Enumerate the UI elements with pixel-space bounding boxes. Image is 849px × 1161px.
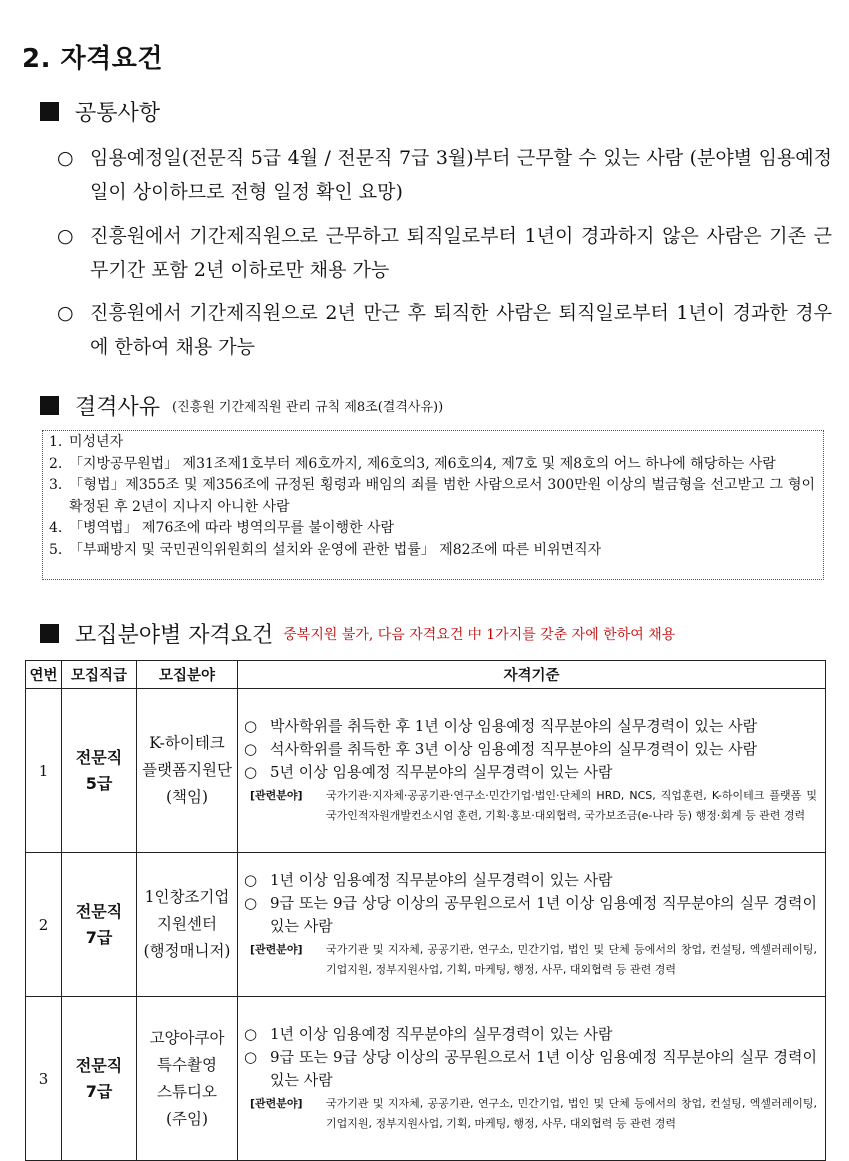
disq-item-text: 「부패방지 및 국민권익위원회의 설치와 운영에 관한 법률」 제82조에 따른 비위면직자 bbox=[69, 541, 602, 558]
criteria-text: 박사학위를 취득한 후 1년 이상 임용예정 직무분야의 실무경력이 있는 사람 bbox=[270, 717, 758, 735]
table-row bbox=[26, 689, 826, 853]
disq-section-title bbox=[40, 390, 443, 421]
disq-note: (진흥원 기간제직원 관리 규칙 제8조(결격사유)) bbox=[172, 400, 444, 415]
common-title: 공통사항 bbox=[75, 101, 161, 126]
disq-item-num: 2. bbox=[49, 455, 63, 472]
criteria-item bbox=[244, 715, 817, 738]
row-criteria bbox=[238, 853, 826, 997]
qual-title: 모집분야별 자격요건 bbox=[75, 623, 274, 648]
table-header-row bbox=[26, 661, 826, 689]
row-field bbox=[137, 689, 238, 853]
related-text: 국가기관·지자체·공공기관·연구소·민간기업·법인·단체의 HRD, NCS, 직업훈련, K-하이테크 플랫폼 및 국가인적자원개발컨소시엄 훈련, 기획·홍보·대외협력, 국가보조금(e-나라 등) 행정·회계 등 관련 경력 bbox=[326, 789, 817, 822]
field-line: (행정매니저) bbox=[143, 942, 231, 960]
table-row bbox=[26, 997, 826, 1161]
section-heading: 2. 자격요건 bbox=[22, 44, 163, 74]
common-item-text: 진흥원에서 기간제직원으로 2년 만근 후 퇴직한 사람은 퇴직일로부터 1년이 경과한 경우에 한하여 채용 가능 bbox=[90, 302, 832, 358]
criteria-text: 9급 또는 9급 상당 이상의 공무원으로서 1년 이상 임용예정 직무분야의 실무 경력이 있는 사람 bbox=[270, 1048, 817, 1089]
header-no: 연번 bbox=[26, 661, 62, 689]
row-grade bbox=[62, 997, 137, 1161]
criteria-item bbox=[244, 1023, 817, 1046]
related-field bbox=[244, 1094, 817, 1134]
criteria-text: 9급 또는 9급 상당 이상의 공무원으로서 1년 이상 임용예정 직무분야의 실무 경력이 있는 사람 bbox=[270, 894, 817, 935]
disq-item-num: 3. bbox=[49, 477, 63, 493]
grade-line: 7급 bbox=[85, 1081, 113, 1101]
common-section-title bbox=[40, 96, 160, 127]
disq-item bbox=[49, 540, 815, 562]
circle-bullet-icon: ○ bbox=[244, 871, 258, 889]
black-square-icon bbox=[40, 396, 59, 415]
common-item-text: 임용예정일(전문직 5급 4월 / 전문직 7급 3월)부터 근무할 수 있는 사람 (분야별 임용예정일이 상이하므로 전형 일정 확인 요망) bbox=[90, 147, 832, 203]
criteria-item bbox=[244, 761, 817, 784]
header-grade: 모집직급 bbox=[62, 661, 137, 689]
criteria-text: 1년 이상 임용예정 직무분야의 실무경력이 있는 사람 bbox=[270, 1025, 613, 1043]
circle-bullet-icon: ○ bbox=[57, 302, 74, 324]
related-field bbox=[244, 940, 817, 980]
grade-line: 5급 bbox=[85, 773, 113, 793]
common-item bbox=[57, 296, 832, 364]
row-field bbox=[137, 853, 238, 997]
disq-box bbox=[42, 430, 824, 580]
related-label: [관련분야] bbox=[250, 789, 303, 802]
circle-bullet-icon: ○ bbox=[244, 717, 258, 735]
related-text: 국가기관 및 지자체, 공공기관, 연구소, 민간기업, 법인 및 단체 등에서의 창업, 컨설팅, 엑셀러레이팅, 기업지원, 정부지원사업, 기획, 마케팅, 행정, 사무, 대외협력 등 관련 경력 bbox=[326, 1097, 817, 1130]
criteria-text: 1년 이상 임용예정 직무분야의 실무경력이 있는 사람 bbox=[270, 871, 613, 889]
circle-bullet-icon: ○ bbox=[244, 1025, 258, 1043]
related-text: 국가기관 및 지자체, 공공기관, 연구소, 민간기업, 법인 및 단체 등에서의 창업, 컨설팅, 엑셀러레이팅, 기업지원, 정부지원사업, 기획, 마케팅, 행정, 사무, 대외협력 등 관련 경력 bbox=[326, 943, 817, 976]
black-square-icon bbox=[40, 624, 59, 643]
row-no: 3 bbox=[26, 997, 62, 1161]
qual-note: 중복지원 불가, 다음 자격요건 中 1가지를 갖춘 자에 한하여 채용 bbox=[283, 626, 676, 643]
disq-item-text: 「병역법」 제76조에 따라 병역의무를 불이행한 사람 bbox=[69, 520, 395, 536]
qualification-table bbox=[25, 660, 826, 1161]
field-line: 고양아쿠아 bbox=[149, 1028, 225, 1047]
header-criteria: 자격기준 bbox=[238, 661, 826, 689]
disq-item bbox=[49, 432, 815, 454]
grade-line: 전문직 bbox=[75, 1055, 123, 1075]
qual-section-title bbox=[40, 618, 675, 649]
field-line: K-하이테크 bbox=[149, 734, 225, 752]
field-line: 1인창조기업 bbox=[144, 888, 230, 906]
criteria-item bbox=[244, 869, 817, 892]
circle-bullet-icon: ○ bbox=[244, 763, 258, 781]
disq-item-text: 「지방공무원법」 제31조제1호부터 제6호까지, 제6호의3, 제6호의4, 제7호 및 제8호의 어느 하나에 해당하는 사람 bbox=[69, 455, 776, 472]
disq-item-text: 「형법」제355조 및 제356조에 규정된 횡령과 배임의 죄를 범한 사람으로서 300만원 이상의 벌금형을 선고받고 그 형이 확정된 후 2년이 지나지 아니한 사람 bbox=[69, 477, 815, 515]
related-field bbox=[244, 786, 817, 826]
common-item bbox=[57, 141, 832, 209]
disq-item bbox=[49, 518, 815, 540]
header-field: 모집분야 bbox=[137, 661, 238, 689]
field-line: (책임) bbox=[165, 788, 209, 806]
row-criteria bbox=[238, 997, 826, 1161]
field-line: 스튜디오 bbox=[157, 1082, 217, 1101]
related-label: [관련분야] bbox=[250, 1097, 303, 1110]
disq-item-text: 미성년자 bbox=[69, 434, 124, 450]
common-item bbox=[57, 219, 832, 287]
criteria-item bbox=[244, 1046, 817, 1092]
circle-bullet-icon: ○ bbox=[244, 1048, 258, 1066]
disq-item bbox=[49, 475, 815, 518]
criteria-item bbox=[244, 738, 817, 761]
field-line: 지원센터 bbox=[157, 915, 217, 933]
common-item-text: 진흥원에서 기간제직원으로 근무하고 퇴직일로부터 1년이 경과하지 않은 사람은 기존 근무기간 포함 2년 이하로만 채용 가능 bbox=[90, 225, 832, 281]
row-grade bbox=[62, 689, 137, 853]
disq-item-num: 5. bbox=[49, 541, 63, 558]
related-label: [관련분야] bbox=[250, 943, 303, 956]
circle-bullet-icon: ○ bbox=[244, 894, 258, 912]
grade-line: 전문직 bbox=[75, 747, 123, 767]
black-square-icon bbox=[40, 102, 59, 121]
disq-item-num: 4. bbox=[49, 520, 63, 536]
grade-line: 7급 bbox=[85, 927, 113, 947]
row-no: 1 bbox=[26, 689, 62, 853]
row-criteria bbox=[238, 689, 826, 853]
grade-line: 전문직 bbox=[75, 901, 123, 921]
field-line: 특수촬영 bbox=[157, 1055, 217, 1074]
field-line: (주임) bbox=[165, 1109, 209, 1128]
row-field bbox=[137, 997, 238, 1161]
circle-bullet-icon: ○ bbox=[244, 740, 258, 758]
disq-item bbox=[49, 454, 815, 476]
circle-bullet-icon: ○ bbox=[57, 225, 74, 247]
row-grade bbox=[62, 853, 137, 997]
row-no: 2 bbox=[26, 853, 62, 997]
disq-title: 결격사유 bbox=[75, 395, 161, 420]
circle-bullet-icon: ○ bbox=[57, 147, 74, 169]
criteria-item bbox=[244, 892, 817, 938]
criteria-text: 석사학위를 취득한 후 3년 이상 임용예정 직무분야의 실무경력이 있는 사람 bbox=[270, 740, 758, 758]
criteria-text: 5년 이상 임용예정 직무분야의 실무경력이 있는 사람 bbox=[270, 763, 613, 781]
field-line: 플랫폼지원단 bbox=[142, 761, 232, 779]
table-row bbox=[26, 853, 826, 997]
disq-item-num: 1. bbox=[49, 434, 63, 450]
